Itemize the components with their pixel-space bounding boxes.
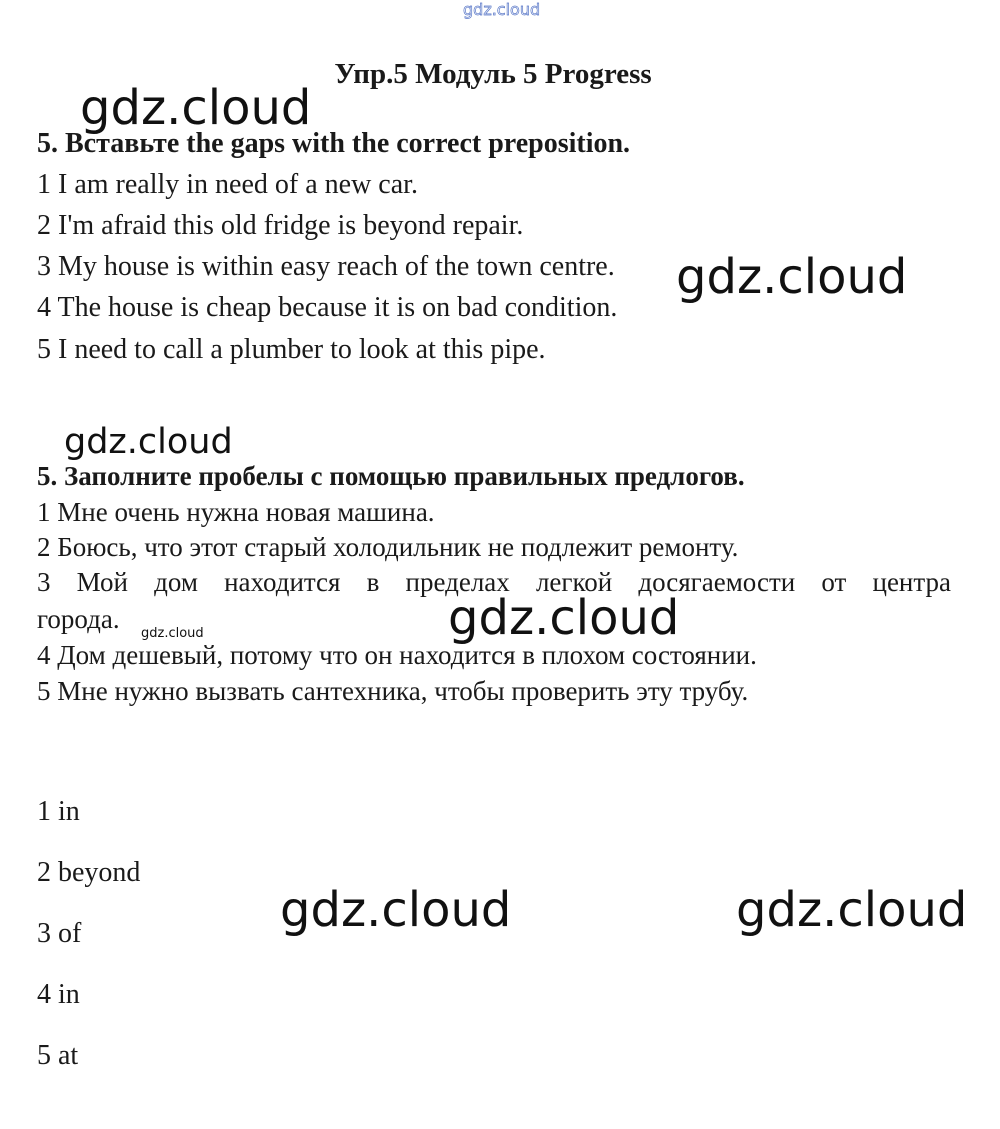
watermark-6: gdz.cloud [280, 882, 512, 938]
russian-item-3-continued: города. [37, 604, 120, 634]
watermark-5: gdz.cloud [448, 590, 680, 646]
russian-item-1: 1 Мне очень нужна новая машина. [37, 497, 435, 527]
answer-3: 3 of [37, 918, 82, 949]
watermark-top: gdz.cloud [463, 0, 541, 19]
watermark-4: gdz.cloud [141, 626, 204, 641]
russian-item-2: 2 Боюсь, что этот старый холодильник не подлежит ремонту. [37, 532, 739, 562]
page-title: Упр.5 Модуль 5 Progress [334, 58, 652, 90]
russian-item-5: 5 Мне нужно вызвать сантехника, чтобы проверить эту трубу. [37, 676, 749, 706]
watermark-7: gdz.cloud [736, 882, 968, 938]
russian-heading: 5. Заполните пробелы с помощью правильных предлогов. [37, 461, 745, 491]
watermark-3: gdz.cloud [64, 422, 233, 462]
watermark-1: gdz.cloud [80, 80, 312, 136]
watermark-2: gdz.cloud [676, 249, 908, 305]
russian-item-4: 4 Дом дешевый, потому что он находится в плохом состоянии. [37, 640, 757, 670]
english-heading: 5. Вставьте the gaps with the correct preposition. [37, 128, 631, 159]
russian-item-3: 3 Мой дом находится в пределах легкой досягаемости от центра [37, 567, 951, 597]
english-item-2: 2 I'm afraid this old fridge is beyond repair. [37, 210, 524, 241]
answer-1: 1 in [37, 796, 80, 827]
english-item-3: 3 My house is within easy reach of the town centre. [37, 251, 615, 282]
english-item-5: 5 I need to call a plumber to look at this pipe. [37, 334, 546, 365]
answer-4: 4 in [37, 979, 80, 1010]
answer-5: 5 at [37, 1040, 79, 1071]
english-item-4: 4 The house is cheap because it is on bad condition. [37, 292, 618, 323]
answer-2: 2 beyond [37, 857, 141, 888]
english-item-1: 1 I am really in need of a new car. [37, 169, 418, 200]
